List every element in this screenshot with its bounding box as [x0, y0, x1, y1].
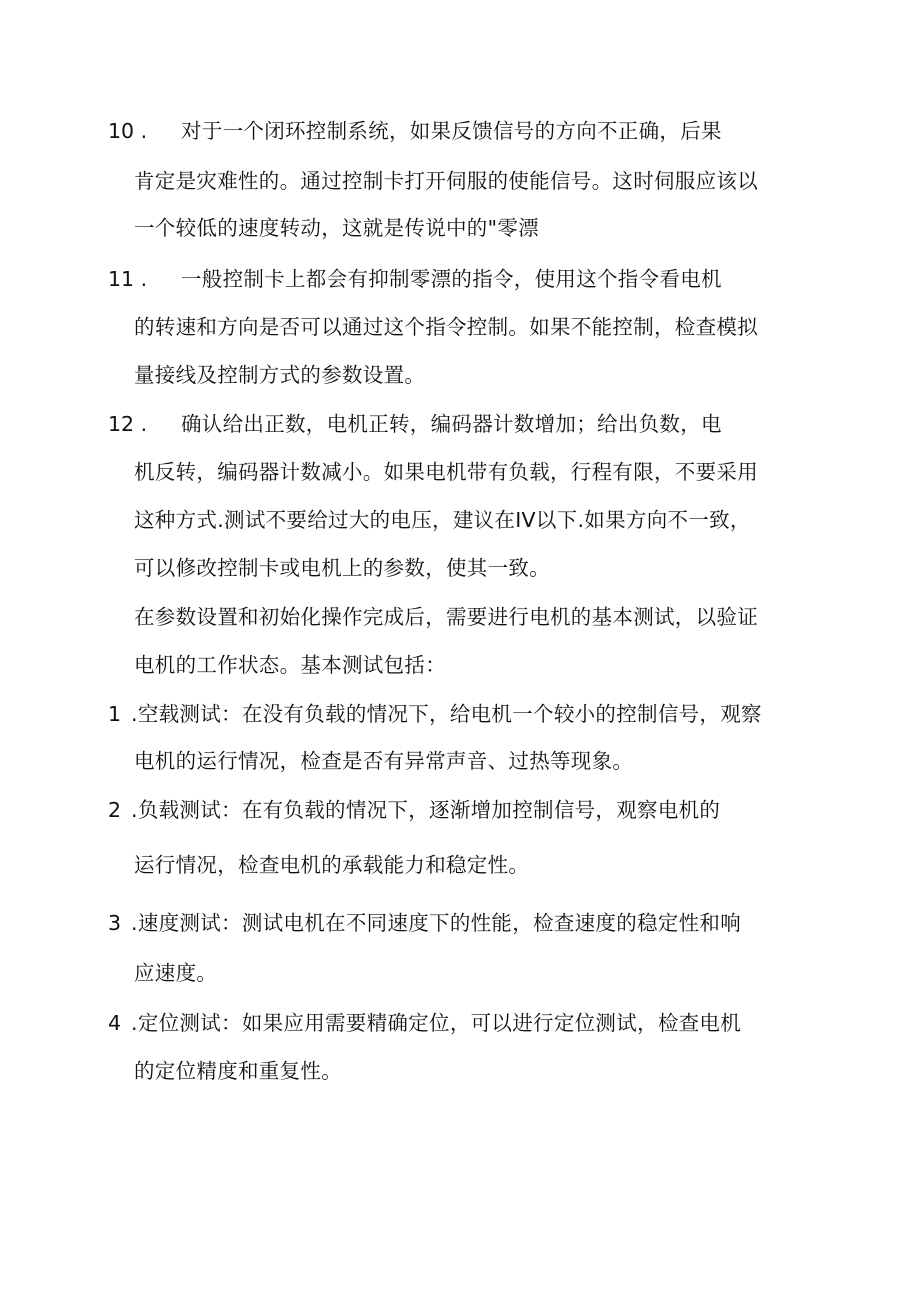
- intro-line: 电机的工作状态。基本测试包括：: [134, 653, 446, 677]
- test-number: 3: [108, 911, 122, 935]
- test-number: 2: [108, 798, 122, 822]
- paragraph-line: 这种方式.测试不要给过大的电压，建议在IV以下.如果方向不一致，: [134, 508, 751, 532]
- test-number: 4: [108, 1011, 122, 1035]
- paragraph-line: 机反转，编码器计数减小。如果电机带有负载，行程有限，不要采用: [134, 460, 758, 484]
- paragraph-line: 一个较低的速度转动，这就是传说中的"零漂: [134, 216, 539, 240]
- item-number: 10 .: [108, 119, 148, 143]
- test-number: 1: [108, 702, 122, 726]
- test-line: 运行情况，检查电机的承载能力和稳定性。: [134, 853, 530, 877]
- item-number: 11 .: [108, 267, 148, 291]
- paragraph-line: 可以修改控制卡或电机上的参数，使其一致。: [134, 556, 550, 580]
- test-line: 的定位精度和重复性。: [134, 1059, 342, 1083]
- paragraph-line: 确认给出正数，电机正转，编码器计数增加；给出负数，电: [181, 412, 722, 436]
- paragraph-line: 肯定是灾难性的。通过控制卡打开伺服的使能信号。这时伺服应该以: [134, 169, 758, 193]
- item-number: 12 .: [108, 412, 148, 436]
- test-line: .速度测试：测试电机在不同速度下的性能，检查速度的稳定性和响: [131, 911, 742, 935]
- paragraph-line: 的转速和方向是否可以通过这个指令控制。如果不能控制，检查模拟: [134, 315, 758, 339]
- test-line: .负载测试：在有负载的情况下，逐渐增加控制信号，观察电机的: [131, 798, 721, 822]
- intro-line: 在参数设置和初始化操作完成后，需要进行电机的基本测试，以验证: [134, 605, 758, 629]
- test-line: 电机的运行情况，检查是否有异常声音、过热等现象。: [134, 749, 634, 773]
- paragraph-line: 一般控制卡上都会有抑制零漂的指令，使用这个指令看电机: [181, 267, 722, 291]
- test-line: .空载测试：在没有负载的情况下，给电机一个较小的控制信号，观察: [131, 702, 762, 726]
- paragraph-line: 量接线及控制方式的参数设置。: [134, 363, 426, 387]
- test-line: 应速度。: [134, 961, 218, 985]
- test-line: .定位测试：如果应用需要精确定位，可以进行定位测试，检查电机: [131, 1011, 742, 1035]
- paragraph-line: 对于一个闭环控制系统，如果反馈信号的方向不正确，后果: [181, 119, 722, 143]
